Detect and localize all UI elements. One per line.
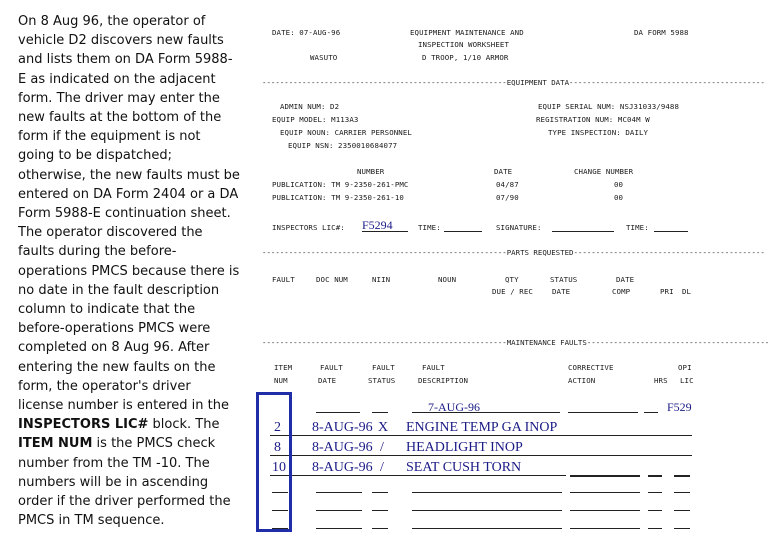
registration-num: REGISTRATION NUM: MC04M W	[536, 115, 650, 124]
fault-col-opi: OPI	[678, 363, 692, 372]
fault-col-corrective: CORRECTIVE	[568, 363, 614, 372]
form-title-line-2: INSPECTION WORKSHEET	[418, 40, 509, 49]
row0-hrs-line	[644, 412, 658, 413]
signature-label: SIGNATURE:	[496, 223, 542, 232]
explanation-part-3: is the PMCS check number from the TM -10. The numbers will be in ascending order if the driver performed the PMCS in TM sequence.	[18, 436, 231, 529]
inspectors-lic-value: F5294	[362, 218, 393, 232]
time-line	[444, 231, 482, 232]
form-date: DATE: 07-AUG-96	[272, 28, 341, 37]
inspection-type: TYPE INSPECTION: DAILY	[548, 128, 649, 137]
row0-status-line	[372, 412, 388, 413]
time2-line	[654, 231, 688, 232]
publication-2-change: 00	[614, 193, 624, 202]
parts-col-due-rec: DUE / REC	[492, 287, 533, 296]
equip-nsn: EQUIP NSN: 2350010684077	[288, 141, 398, 150]
blank-row-1-desc	[412, 492, 562, 493]
parts-col-niin: NIIN	[372, 275, 391, 284]
blank-row-1-status	[372, 492, 388, 493]
blank-row-3-date	[316, 528, 362, 529]
explanation-text	[18, 12, 240, 530]
fault-col-num: NUM	[274, 376, 288, 385]
equip-model: EQUIP MODEL: M113A3	[272, 115, 359, 124]
fault-row-1-status: X	[378, 420, 389, 435]
fault-row-3-status: /	[380, 460, 384, 475]
parts-col-dl: DL	[682, 287, 692, 296]
blank-row-1-action	[570, 492, 640, 493]
blank-row-2-hrs	[648, 510, 662, 511]
fault-col-status: STATUS	[368, 376, 396, 385]
parts-requested-rule: -------------------------------------------------------PARTS REQUESTED-------------------------------------------	[262, 248, 765, 257]
fault-row-3-hrs-line	[648, 475, 662, 477]
fault-col-date: DATE	[318, 376, 337, 385]
publication-number-header: NUMBER	[357, 167, 385, 176]
blank-row-3-lic	[674, 528, 690, 529]
fault-col-item: ITEM	[274, 363, 293, 372]
row0-desc-line	[412, 412, 560, 413]
inspectors-lic-label: INSPECTORS LIC#:	[272, 223, 345, 232]
blank-row-1-date	[316, 492, 362, 493]
blank-row-2-status	[372, 510, 388, 511]
fault-col-fault-2: FAULT	[372, 363, 395, 372]
row0-date-line	[316, 412, 360, 413]
signature-line	[552, 231, 614, 232]
fault-col-fault-3: FAULT	[422, 363, 445, 372]
fault-row-2-line	[270, 455, 692, 456]
explanation-part-1: On 8 Aug 96, the operator of vehicle D2 discovers new faults and lists them on DA Form 5988-E as indicated on the adjacent form. The driver may enter the new faults at the bottom of the form if the equipment is not going to be dispatched; otherwise, the new faults must be entered on DA Form 2404 or a DA Form 5988-E continuation sheet. The operator discovered the faults during the before-operations PMCS because there is no date in the fault description column to indicate that the before-operations PMCS were completed on 8 Aug 96. After entering the new faults on the form, the operator's driver license number is entered in the	[18, 14, 240, 414]
admin-num: ADMIN NUM: D2	[280, 102, 340, 111]
item-num-highlight-box	[256, 392, 292, 532]
equip-serial-num: EQUIP SERIAL NUM: NSJ31033/9488	[538, 102, 680, 111]
time-label: TIME:	[418, 223, 441, 232]
parts-col-comp: COMP	[612, 287, 631, 296]
form-uic: WASUTO	[310, 53, 338, 62]
publication-1-change: 00	[614, 180, 624, 189]
row0-description: 7-AUG-96	[428, 400, 480, 414]
blank-row-3-action	[570, 528, 640, 529]
parts-col-qty: QTY	[505, 275, 519, 284]
row0-lic: F529	[667, 400, 692, 414]
blank-row-3-desc	[412, 528, 562, 529]
fault-row-1-item: 2	[274, 420, 281, 435]
maintenance-faults-rule: -------------------------------------------------------MAINTENANCE FAULTS-----------------------------------------	[262, 338, 769, 347]
fault-col-description: DESCRIPTION	[418, 376, 469, 385]
blank-row-2-desc	[412, 510, 562, 511]
explanation-bold-item-num: ITEM NUM	[18, 436, 93, 452]
blank-row-2-lic	[674, 510, 690, 511]
blank-row-1-lic	[674, 492, 690, 493]
fault-row-3-description: SEAT CUSH TORN	[406, 460, 522, 475]
publication-1: PUBLICATION: TM 9-2350-261-PMC	[272, 180, 409, 189]
fault-row-2-status: /	[380, 440, 384, 455]
blank-row-3-status	[372, 528, 388, 529]
parts-col-status: STATUS	[550, 275, 578, 284]
equip-noun: EQUIP NOUN: CARRIER PERSONNEL	[280, 128, 412, 137]
fault-row-3-item: 10	[272, 460, 286, 475]
blank-row-2-date	[316, 510, 362, 511]
blank-row-2-action	[570, 510, 640, 511]
publication-change-header: CHANGE NUMBER	[574, 167, 634, 176]
fault-row-2-item: 8	[274, 440, 281, 455]
explanation-part-2: block. The	[148, 417, 220, 433]
fault-row-3-lic-line	[674, 475, 690, 477]
fault-row-3-action-line	[570, 475, 640, 477]
parts-col-pri: PRI	[660, 287, 674, 296]
parts-col-date: DATE	[616, 275, 635, 284]
explanation-bold-inspectors-lic: INSPECTORS LIC#	[18, 417, 149, 433]
fault-row-3-line	[270, 475, 566, 476]
form-number: DA FORM 5988	[634, 28, 689, 37]
inspectors-lic-line	[362, 231, 408, 232]
fault-col-hrs: HRS	[654, 376, 668, 385]
fault-col-lic: LIC	[680, 376, 694, 385]
fault-row-2-date: 8-AUG-96	[312, 440, 373, 455]
publication-date-header: DATE	[494, 167, 513, 176]
parts-col-status-date: DATE	[552, 287, 571, 296]
equipment-data-rule: -------------------------------------------------------EQUIPMENT DATA--------------------------------------------	[262, 78, 765, 87]
parts-col-noun: NOUN	[438, 275, 457, 284]
maintenance-worksheet-form	[262, 20, 769, 535]
publication-2: PUBLICATION: TM 9-2350-261-10	[272, 193, 404, 202]
publication-2-date: 07/90	[496, 193, 519, 202]
publication-1-date: 04/87	[496, 180, 519, 189]
parts-col-doc-num: DOC NUM	[316, 275, 348, 284]
fault-row-1-line	[270, 435, 692, 436]
time2-label: TIME:	[626, 223, 649, 232]
row0-action-line	[568, 412, 638, 413]
blank-row-3-hrs	[648, 528, 662, 529]
blank-row-1-hrs	[648, 492, 662, 493]
fault-col-fault: FAULT	[320, 363, 343, 372]
fault-row-1-description: ENGINE TEMP GA INOP	[406, 420, 558, 435]
fault-col-action: ACTION	[568, 376, 596, 385]
form-title-line-1: EQUIPMENT MAINTENANCE AND	[410, 28, 524, 37]
form-unit: D TROOP, 1/10 ARMOR	[422, 53, 509, 62]
fault-row-2-description: HEADLIGHT INOP	[406, 440, 523, 455]
parts-col-fault: FAULT	[272, 275, 295, 284]
fault-row-1-date: 8-AUG-96	[312, 420, 373, 435]
fault-row-3-date: 8-AUG-96	[312, 460, 373, 475]
